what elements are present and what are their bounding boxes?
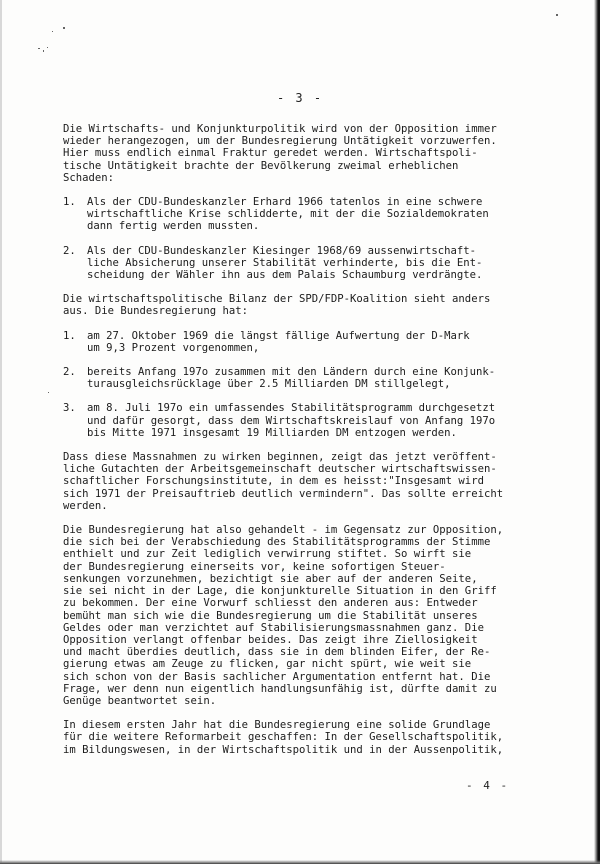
text-line: schaftlicher Forschungsinstitute, in dem es heisst:"Insgesamt wird bbox=[63, 475, 484, 488]
text-line: der Bundesregierung einerseits vor, keine sofortigen Steuer- bbox=[63, 560, 446, 573]
text-line: scheidung der Wähler ihn aus dem Palais Schaumburg verdrängte. bbox=[87, 269, 483, 282]
scan-speck bbox=[556, 14, 558, 16]
text-line: Die wirtschaftspolitische Bilanz der SPD/FDP-Koalition sieht anders bbox=[63, 293, 491, 306]
scan-speck bbox=[43, 50, 44, 52]
text-line: liche Absicherung unserer Stabilität verhinderte, bis die Ent- bbox=[87, 256, 483, 269]
text-line: wieder herangezogen, um der Bundesregierung Untätigkeit vorzuwerfen. bbox=[63, 135, 497, 148]
text-line: Schaden: bbox=[63, 171, 115, 184]
text-line: Hier muss endlich einmal Fraktur geredet werden. Wirtschaftspoli- bbox=[63, 147, 478, 160]
measures-paragraph bbox=[63, 451, 583, 512]
text-line: zu bekommen. Der eine Vorwurf schliesst den anderen aus: Entweder bbox=[63, 597, 478, 610]
scan-speck bbox=[52, 31, 53, 32]
text-line: Frage, wer denn nun eigentlich handlungsunfähig ist, dürfte damit zu bbox=[63, 682, 497, 695]
closing-paragraph bbox=[63, 719, 583, 756]
text-line: am 27. Oktober 1969 die längst fällige Aufwertung der D-Mark bbox=[87, 329, 470, 342]
intro-paragraph bbox=[63, 123, 583, 184]
text-line: Opposition verlangt offenbar beides. Das zeigt ihre Ziellosigkeit bbox=[63, 633, 478, 646]
text-line: wirtschaftliche Krise schlidderte, mit der die Sozialdemokraten bbox=[87, 208, 489, 221]
list-number: 2. bbox=[63, 244, 76, 257]
text-line: die sich bei der Verabschiedung des Stabilitätsprogramms der Stimme bbox=[63, 536, 491, 549]
text-line: dann fertig werden mussten. bbox=[87, 220, 260, 233]
text-line: bemüht man sich wie die Bundesregierung um die Stabilität unseres bbox=[63, 609, 478, 622]
text-line: werden. bbox=[63, 499, 108, 512]
list-number: 2. bbox=[63, 366, 76, 379]
scan-edge-right bbox=[594, 0, 600, 864]
text-line: liche Gutachten der Arbeitsgemeinschaft deutscher wirtschaftswissen- bbox=[63, 463, 497, 476]
list-number: 1. bbox=[63, 196, 76, 209]
list-item bbox=[63, 402, 583, 439]
text-line: Die Wirtschafts- und Konjunkturpolitik wird von der Opposition immer bbox=[63, 123, 497, 135]
text-line: Die Bundesregierung hat also gehandelt - im Gegensatz zur Opposition, bbox=[63, 524, 504, 537]
text-line: bis Mitte 1971 insgesamt 19 Milliarden DM entzogen werden. bbox=[87, 426, 457, 439]
list-item bbox=[63, 196, 583, 233]
text-line: für die weitere Reformarbeit geschaffen: In der Gesellschaftspolitik, bbox=[63, 731, 504, 744]
text-line: und dafür gesorgt, dass dem Wirtschaftskreislauf von Anfang 197o bbox=[87, 414, 496, 427]
document-body bbox=[63, 123, 583, 768]
scan-speck bbox=[48, 392, 49, 393]
text-line: gierung etwas am Zeuge zu flicken, gar nicht spürt, wie weit sie bbox=[63, 658, 472, 671]
list-item bbox=[63, 245, 583, 282]
list-number: 1. bbox=[63, 329, 76, 342]
text-line: Als der CDU-Bundeskanzler Kiesinger 1968/69 aussenwirtschaft- bbox=[87, 244, 477, 257]
text-line: Als der CDU-Bundeskanzler Erhard 1966 tatenlos in eine schwere bbox=[87, 196, 483, 209]
list-item bbox=[63, 366, 583, 390]
text-line: am 8. Juli 197o ein umfassendes Stabilitätsprogramm durchgesetzt bbox=[87, 402, 496, 415]
text-line: Geldes oder man verzichtet auf Stabilisierungsmassnahmen ganz. Die bbox=[63, 621, 484, 634]
text-line: Genüge beantwortet sein. bbox=[63, 694, 217, 707]
text-line: im Bildungswesen, in der Wirtschaftspolitik und in der Aussenpolitik, bbox=[63, 743, 504, 756]
scan-speck bbox=[63, 27, 65, 29]
text-line: tische Untätigkeit brachte der Bevölkerung zweimal erheblichen bbox=[63, 159, 459, 172]
scan-speck bbox=[38, 48, 40, 49]
text-line: Dass diese Massnahmen zu wirken beginnen, zeigt das jetzt veröffent- bbox=[63, 451, 497, 464]
page-number: - 3 - bbox=[276, 91, 324, 105]
text-line: und macht überdies deutlich, dass sie in dem blinden Eifer, der Re- bbox=[63, 646, 491, 659]
text-line: aus. Die Bundesregierung hat: bbox=[63, 305, 248, 318]
text-line: bereits Anfang 197o zusammen mit den Ländern durch eine Konjunk- bbox=[87, 366, 496, 379]
opposition-paragraph bbox=[63, 524, 583, 707]
text-line: sie sei nicht in der Lage, die konjunkturelle Situation in den Griff bbox=[63, 585, 497, 598]
scan-edge-left bbox=[0, 0, 2, 864]
text-line: um 9,3 Prozent vorgenommen, bbox=[87, 341, 260, 354]
text-line: senkungen vorzunehmen, bezichtigt sie aber auf der anderen Seite, bbox=[63, 572, 478, 585]
balance-paragraph bbox=[63, 293, 583, 317]
text-line: sich schon von der Basis sachlicher Argumentation entfernt hat. Die bbox=[63, 670, 491, 683]
text-line: enthielt und zur Zeit lediglich verwirrung stiftet. So wirft sie bbox=[63, 548, 472, 561]
scan-edge-bottom bbox=[0, 860, 600, 864]
next-page-marker: - 4 - bbox=[466, 779, 510, 792]
list-item bbox=[63, 330, 583, 354]
text-line: In diesem ersten Jahr hat die Bundesregierung eine solide Grundlage bbox=[63, 719, 491, 732]
list-number: 3. bbox=[63, 402, 76, 415]
text-line: turausgleichsrücklage über 2.5 Milliarden DM stillgelegt, bbox=[87, 378, 451, 391]
scan-speck bbox=[47, 47, 48, 48]
text-line: sich 1971 der Preisauftrieb deutlich vermindern". Das sollte erreicht bbox=[63, 487, 504, 500]
